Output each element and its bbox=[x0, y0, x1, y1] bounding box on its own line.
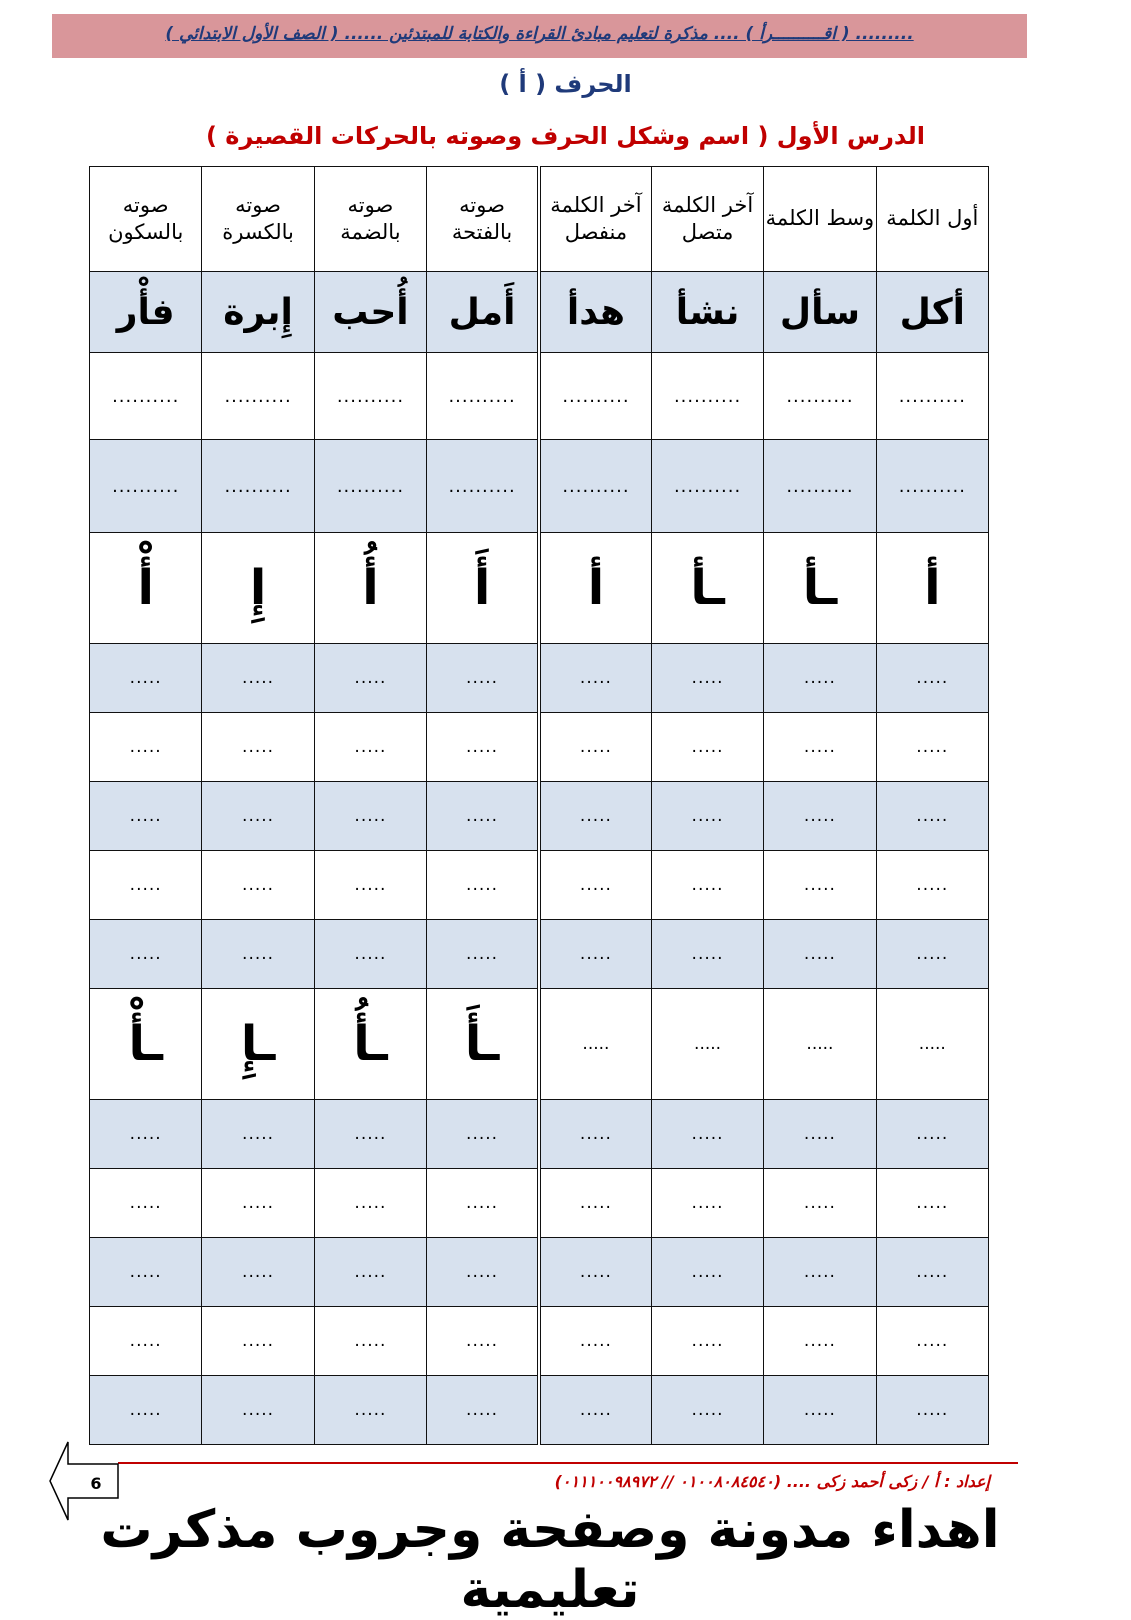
blank-cell[interactable]: ..... bbox=[202, 713, 314, 782]
blank-cell[interactable]: ..... bbox=[764, 782, 876, 851]
blank-cell[interactable]: ..... bbox=[90, 644, 202, 713]
blank-cell[interactable]: ..... bbox=[764, 644, 876, 713]
header-cell: وسط الكلمة bbox=[764, 167, 876, 272]
blank-cell[interactable]: .......... bbox=[876, 440, 988, 533]
blank-cell[interactable]: ..... bbox=[427, 713, 539, 782]
word-cell: إِبرة bbox=[202, 272, 314, 353]
blank-cell[interactable]: ..... bbox=[539, 1100, 651, 1169]
header-cell: صوته بالسكون bbox=[90, 167, 202, 272]
blank-cell[interactable]: ..... bbox=[202, 644, 314, 713]
blank-cell[interactable]: ..... bbox=[876, 1238, 988, 1307]
writing-row bbox=[90, 920, 989, 989]
blank-cell[interactable]: ..... bbox=[314, 1307, 426, 1376]
blank-cell[interactable]: ..... bbox=[90, 851, 202, 920]
blank-cell[interactable]: ..... bbox=[539, 989, 651, 1100]
blank-cell[interactable]: ..... bbox=[764, 989, 876, 1100]
blank-cell[interactable]: ..... bbox=[202, 1100, 314, 1169]
blank-cell[interactable]: .......... bbox=[764, 353, 876, 440]
blank-cell[interactable]: ..... bbox=[876, 713, 988, 782]
letter-form-cell: أُ bbox=[314, 533, 426, 644]
blank-cell[interactable]: .......... bbox=[651, 440, 763, 533]
blank-cell[interactable]: ..... bbox=[427, 1100, 539, 1169]
letter-form-cell: أْ bbox=[90, 533, 202, 644]
blank-cell[interactable]: ..... bbox=[764, 920, 876, 989]
worksheet-table bbox=[89, 166, 989, 1445]
blank-cell[interactable]: ..... bbox=[539, 644, 651, 713]
blank-cell[interactable]: .......... bbox=[764, 440, 876, 533]
blank-cell[interactable]: .......... bbox=[651, 353, 763, 440]
blank-cell[interactable]: .......... bbox=[539, 353, 651, 440]
blank-cell[interactable]: ..... bbox=[202, 1376, 314, 1445]
blank-cell[interactable]: ..... bbox=[90, 1100, 202, 1169]
blank-cell[interactable]: ..... bbox=[876, 1169, 988, 1238]
blank-cell[interactable]: ..... bbox=[539, 851, 651, 920]
blank-cell[interactable]: ..... bbox=[427, 644, 539, 713]
writing-row bbox=[90, 353, 989, 440]
blank-cell[interactable]: ..... bbox=[427, 1169, 539, 1238]
blank-cell[interactable]: ..... bbox=[539, 1376, 651, 1445]
blank-cell[interactable]: ..... bbox=[90, 1169, 202, 1238]
blank-cell[interactable]: ..... bbox=[651, 920, 763, 989]
blank-cell[interactable]: ..... bbox=[651, 1238, 763, 1307]
page-number: 6 bbox=[90, 1474, 102, 1493]
blank-cell[interactable]: ..... bbox=[764, 1307, 876, 1376]
blank-cell[interactable]: ..... bbox=[651, 989, 763, 1100]
word-cell: أُحب bbox=[314, 272, 426, 353]
blank-cell[interactable]: ..... bbox=[651, 1376, 763, 1445]
blank-cell[interactable]: ..... bbox=[764, 1100, 876, 1169]
blank-cell[interactable]: .......... bbox=[202, 353, 314, 440]
banner-text: ......... ( اقــــــــــرأ ) .... مذكرة لتعليم مبادئ القراءة والكتابة للمبتدئين ...... ( الصف الأول الابتدائي ) bbox=[165, 24, 914, 44]
blank-cell[interactable]: ..... bbox=[876, 1100, 988, 1169]
blank-cell[interactable]: ..... bbox=[876, 1376, 988, 1445]
writing-row bbox=[90, 1376, 989, 1445]
blank-cell[interactable]: ..... bbox=[876, 920, 988, 989]
blank-cell[interactable]: ..... bbox=[314, 1376, 426, 1445]
blank-cell[interactable]: ..... bbox=[764, 851, 876, 920]
blank-cell[interactable]: .......... bbox=[539, 440, 651, 533]
blank-cell[interactable]: ..... bbox=[202, 851, 314, 920]
letter-form-cell: ـأ bbox=[651, 533, 763, 644]
header-cell: صوته بالكسرة bbox=[202, 167, 314, 272]
blank-cell[interactable]: ..... bbox=[539, 782, 651, 851]
blank-cell[interactable]: ..... bbox=[202, 1307, 314, 1376]
blank-cell[interactable]: ..... bbox=[202, 1169, 314, 1238]
blank-cell[interactable]: ..... bbox=[651, 1100, 763, 1169]
blank-cell[interactable]: ..... bbox=[539, 920, 651, 989]
blank-cell[interactable]: ..... bbox=[427, 1376, 539, 1445]
blank-cell[interactable]: ..... bbox=[90, 1307, 202, 1376]
blank-cell[interactable]: ..... bbox=[539, 713, 651, 782]
blank-cell[interactable]: ..... bbox=[539, 1307, 651, 1376]
blank-cell[interactable]: .......... bbox=[90, 440, 202, 533]
letter-form-cell: ـأْ bbox=[90, 989, 202, 1100]
word-cell: أَمل bbox=[427, 272, 539, 353]
letter-form-cell: أ bbox=[876, 533, 988, 644]
blank-cell[interactable]: .......... bbox=[427, 440, 539, 533]
blank-cell[interactable]: ..... bbox=[876, 782, 988, 851]
blank-cell[interactable]: ..... bbox=[314, 920, 426, 989]
blank-cell[interactable]: ..... bbox=[90, 782, 202, 851]
letter-form-cell: إِ bbox=[202, 533, 314, 644]
footer-divider bbox=[118, 1462, 1018, 1464]
blank-cell[interactable]: ..... bbox=[314, 782, 426, 851]
lesson-title: الدرس الأول ( اسم وشكل الحرف وصوته بالحركات القصيرة ) bbox=[205, 122, 926, 150]
blank-cell[interactable]: .......... bbox=[314, 440, 426, 533]
blank-cell[interactable]: .......... bbox=[202, 440, 314, 533]
words-row bbox=[90, 272, 989, 353]
letter-forms-row bbox=[90, 533, 989, 644]
blank-cell[interactable]: ..... bbox=[314, 851, 426, 920]
blank-cell[interactable]: ..... bbox=[427, 1238, 539, 1307]
blank-cell[interactable]: ..... bbox=[90, 1376, 202, 1445]
blank-cell[interactable]: ..... bbox=[764, 1169, 876, 1238]
letter-form-cell: أَ bbox=[427, 533, 539, 644]
letter-forms-row bbox=[90, 989, 989, 1100]
blank-cell[interactable]: .......... bbox=[90, 353, 202, 440]
word-cell: هدأ bbox=[539, 272, 651, 353]
blank-cell[interactable]: ..... bbox=[764, 713, 876, 782]
blank-cell[interactable]: ..... bbox=[876, 1307, 988, 1376]
blank-cell[interactable]: ..... bbox=[876, 989, 988, 1100]
blank-cell[interactable]: ..... bbox=[764, 1238, 876, 1307]
blank-cell[interactable]: .......... bbox=[314, 353, 426, 440]
word-cell: أكل bbox=[876, 272, 988, 353]
blank-cell[interactable]: ..... bbox=[764, 1376, 876, 1445]
letter-title: الحرف ( أ ) bbox=[499, 70, 632, 98]
author-credit: إعداد : أ / زكى أحمد زكى .... (٠١٠٠٨٠٨٤٥٤٠ // ٠١١١٠٠٩٨٩٧٢) bbox=[554, 1472, 990, 1491]
letter-form-cell: ـأَ bbox=[427, 989, 539, 1100]
blank-cell[interactable]: ..... bbox=[427, 782, 539, 851]
dedication-text: اهداء مدونة وصفحة وجروب مذكرت تعليمية bbox=[100, 1500, 1000, 1620]
header-cell: آخر الكلمة متصل bbox=[651, 167, 763, 272]
blank-cell[interactable]: ..... bbox=[876, 644, 988, 713]
table-header-row bbox=[90, 167, 989, 272]
header-cell: صوته بالفتحة bbox=[427, 167, 539, 272]
blank-cell[interactable]: ..... bbox=[427, 851, 539, 920]
writing-row bbox=[90, 1169, 989, 1238]
word-cell: فأْر bbox=[90, 272, 202, 353]
writing-row bbox=[90, 440, 989, 533]
header-banner bbox=[52, 14, 1027, 58]
blank-cell[interactable]: ..... bbox=[90, 920, 202, 989]
blank-cell[interactable]: ..... bbox=[90, 713, 202, 782]
word-cell: نشأ bbox=[651, 272, 763, 353]
blank-cell[interactable]: ..... bbox=[202, 1238, 314, 1307]
writing-row bbox=[90, 1238, 989, 1307]
blank-cell[interactable]: ..... bbox=[427, 920, 539, 989]
header-cell: صوته بالضمة bbox=[314, 167, 426, 272]
blank-cell[interactable]: ..... bbox=[876, 851, 988, 920]
letter-form-cell: أ bbox=[539, 533, 651, 644]
blank-cell[interactable]: ..... bbox=[314, 1100, 426, 1169]
header-cell: أول الكلمة bbox=[876, 167, 988, 272]
writing-row bbox=[90, 1307, 989, 1376]
writing-row bbox=[90, 1100, 989, 1169]
blank-cell[interactable]: ..... bbox=[314, 713, 426, 782]
blank-cell[interactable]: .......... bbox=[876, 353, 988, 440]
blank-cell[interactable]: ..... bbox=[90, 1238, 202, 1307]
blank-cell[interactable]: ..... bbox=[314, 1238, 426, 1307]
letter-form-cell: ـإِ bbox=[202, 989, 314, 1100]
letter-form-cell: ـأ bbox=[764, 533, 876, 644]
blank-cell[interactable]: .......... bbox=[427, 353, 539, 440]
writing-row bbox=[90, 644, 989, 713]
blank-cell[interactable]: ..... bbox=[202, 782, 314, 851]
word-cell: سأل bbox=[764, 272, 876, 353]
blank-cell[interactable]: ..... bbox=[651, 713, 763, 782]
blank-cell[interactable]: ..... bbox=[539, 1169, 651, 1238]
blank-cell[interactable]: ..... bbox=[651, 644, 763, 713]
blank-cell[interactable]: ..... bbox=[651, 1307, 763, 1376]
blank-cell[interactable]: ..... bbox=[427, 1307, 539, 1376]
blank-cell[interactable]: ..... bbox=[651, 1169, 763, 1238]
writing-row bbox=[90, 713, 989, 782]
blank-cell[interactable]: ..... bbox=[651, 851, 763, 920]
blank-cell[interactable]: ..... bbox=[202, 920, 314, 989]
blank-cell[interactable]: ..... bbox=[651, 782, 763, 851]
blank-cell[interactable]: ..... bbox=[314, 1169, 426, 1238]
letter-form-cell: ـأُ bbox=[314, 989, 426, 1100]
writing-row bbox=[90, 851, 989, 920]
writing-row bbox=[90, 782, 989, 851]
header-cell: آخر الكلمة منفصل bbox=[539, 167, 651, 272]
blank-cell[interactable]: ..... bbox=[539, 1238, 651, 1307]
blank-cell[interactable]: ..... bbox=[314, 644, 426, 713]
